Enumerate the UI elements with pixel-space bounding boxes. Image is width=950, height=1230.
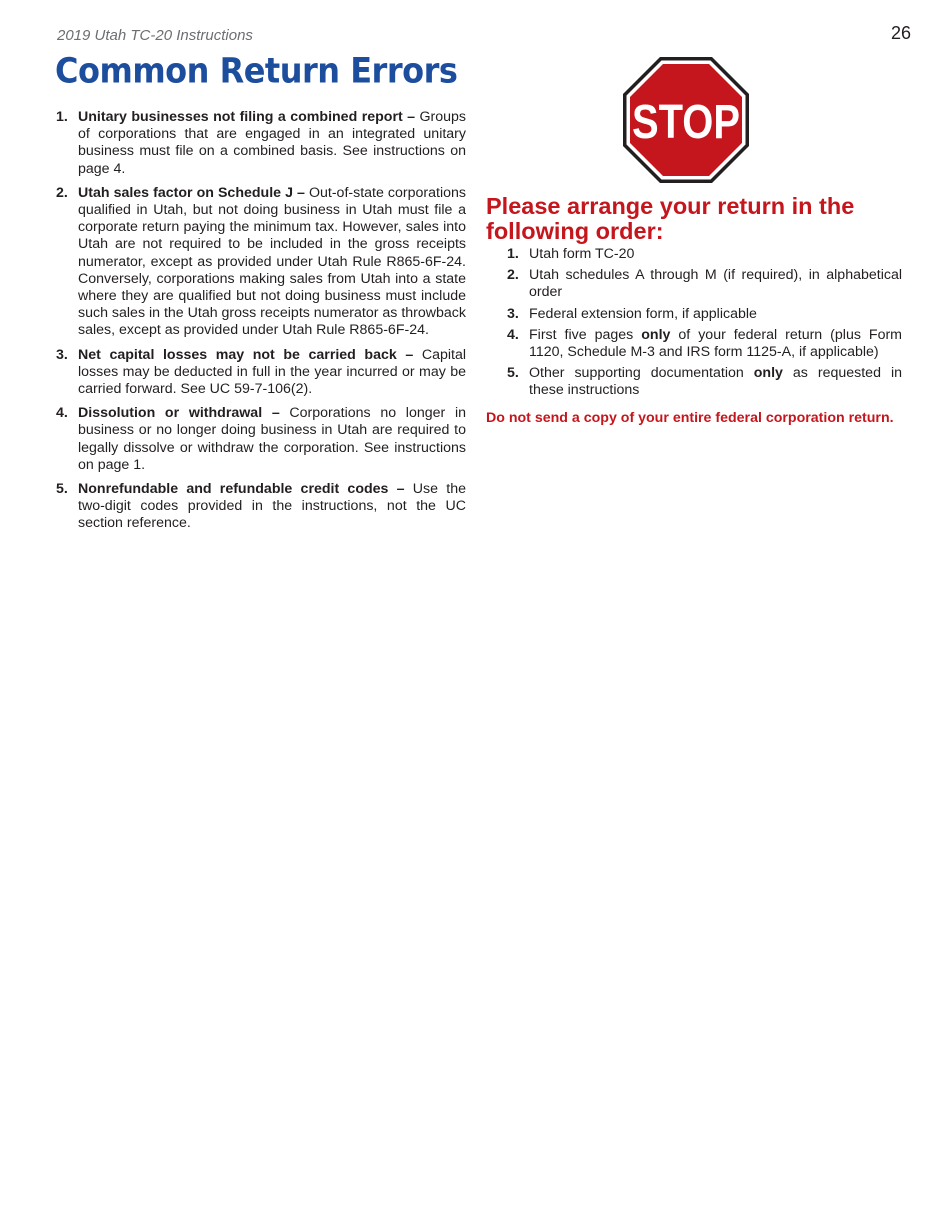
item-number: 1. bbox=[507, 246, 519, 262]
item-lead: Utah sales factor on Schedule J – bbox=[78, 184, 305, 201]
item-lead: Dissolution or withdrawal – bbox=[78, 405, 280, 422]
item-text: Corporations no longer in business or no longer doing business in Utah are required to legally dissolve or withdraw the corporation. See instructions on page 1. bbox=[78, 405, 466, 473]
item-text: Other supporting documentation bbox=[529, 365, 754, 382]
item-number: 3. bbox=[56, 346, 68, 363]
item-text: Capital losses may be deducted in full in the year incurred or may be carried forward. See UC 59-7-106(2). bbox=[78, 346, 467, 398]
order-list bbox=[507, 246, 902, 400]
arrange-heading: Please arrange your return in the following order: bbox=[486, 193, 855, 244]
error-item bbox=[56, 481, 466, 533]
document-header: 2019 Utah TC-20 Instructions bbox=[57, 27, 253, 44]
order-item bbox=[507, 267, 902, 301]
common-errors-section bbox=[56, 109, 466, 540]
item-text: Federal extension form, if applicable bbox=[529, 305, 757, 322]
federal-return-note: Do not send a copy of your entire federal corporation return. bbox=[486, 410, 894, 426]
error-item bbox=[56, 347, 466, 399]
error-item bbox=[56, 185, 466, 340]
item-text-after: of your federal return (plus Form 1120, Schedule M-3 and IRS form 1125-A, if applicable) bbox=[529, 326, 903, 361]
item-number: 4. bbox=[56, 405, 68, 422]
item-number: 5. bbox=[56, 481, 68, 498]
item-number: 3. bbox=[507, 305, 519, 322]
stop-sign-icon bbox=[622, 56, 750, 184]
item-number: 2. bbox=[507, 267, 519, 284]
error-item bbox=[56, 109, 466, 178]
item-lead: Unitary businesses not filing a combined report – bbox=[78, 109, 416, 125]
order-item bbox=[507, 306, 902, 323]
order-item bbox=[507, 246, 902, 263]
order-item bbox=[507, 327, 902, 361]
item-number: 1. bbox=[56, 109, 68, 125]
item-number: 2. bbox=[56, 184, 68, 201]
item-text-after: as requested in these instructions bbox=[529, 365, 902, 399]
item-text: Out-of-state corporations qualified in Utah, but not doing business in Utah must file a corporate return paying the minimum tax. However, sales into Utah are not required to be included in the gross receipts numerator, except as provided under Utah Rule R865-6F-24. Conversely, corporations making sales from Utah into a state where they are qualified but not doing business must include such sales in the Utah gross receipts numerator as throwback sales, except as provided under Utah Rule R865-6F-24. bbox=[78, 184, 466, 339]
item-emphasis: only bbox=[641, 326, 671, 343]
item-lead: Nonrefundable and refundable credit codes – bbox=[78, 481, 405, 498]
item-number: 5. bbox=[507, 365, 519, 382]
page-title: Common Return Errors bbox=[55, 50, 458, 92]
item-text: Utah form TC-20 bbox=[529, 246, 635, 262]
error-item bbox=[56, 405, 466, 474]
item-text: First five pages bbox=[529, 326, 642, 343]
item-number: 4. bbox=[507, 326, 519, 343]
item-emphasis: only bbox=[753, 365, 783, 382]
arrange-section bbox=[507, 246, 902, 404]
stop-sign-text: STOP bbox=[632, 96, 740, 149]
item-lead: Net capital losses may not be carried back – bbox=[78, 346, 414, 363]
page-number: 26 bbox=[890, 23, 911, 43]
item-text: Use the two-digit codes provided in the instructions, not the UC section reference. bbox=[78, 481, 466, 532]
item-text: Groups of corporations that are engaged in an integrated unitary business must file on a combined basis. See instructions on page 4. bbox=[78, 109, 467, 177]
errors-list bbox=[56, 109, 466, 533]
item-text: Utah schedules A through M (if required), in alphabetical order bbox=[529, 267, 902, 301]
order-item bbox=[507, 365, 902, 399]
